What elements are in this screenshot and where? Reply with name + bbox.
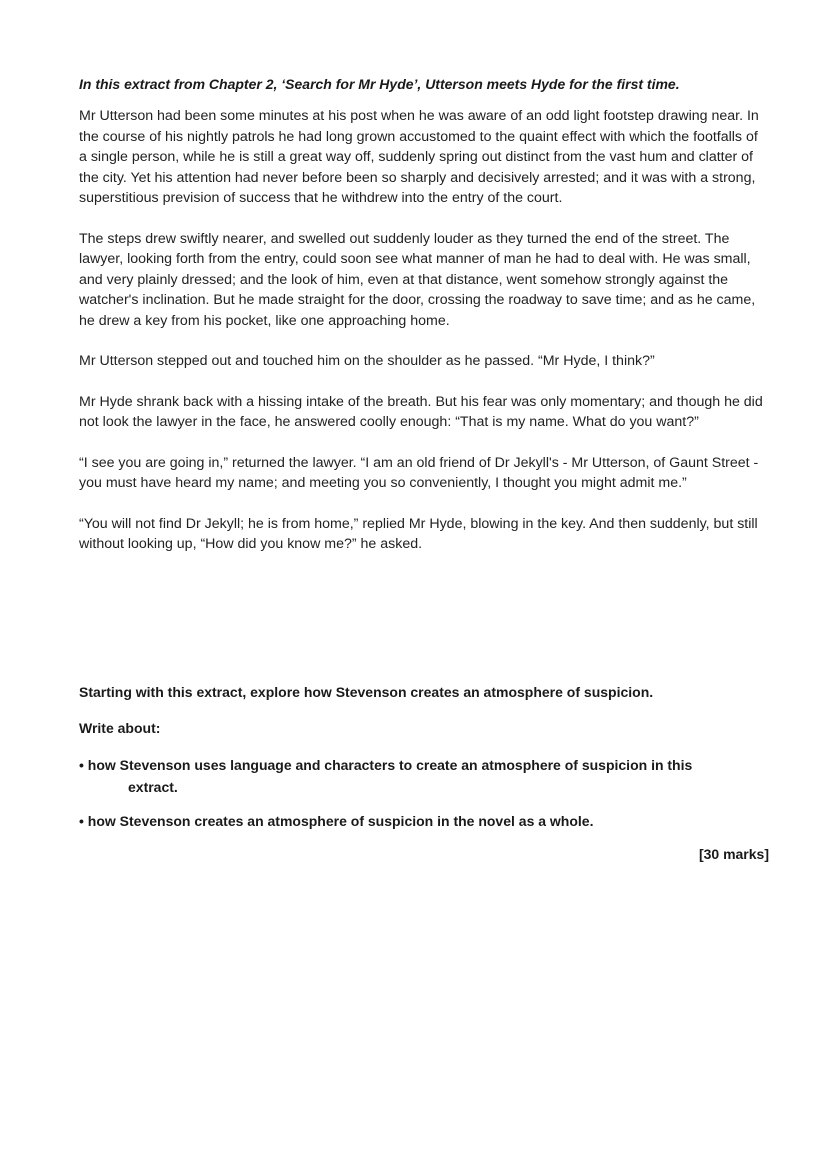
extract-paragraph-2: The steps drew swiftly nearer, and swelled out suddenly louder as they turned the end of the street. The lawyer, looking forth from the entry, could soon see what manner of man he had to deal with. He was small, and very plainly dressed; and the look of him, even at that distance, went somehow strongly against the watcher's inclination. But he made straight for the door, crossing the roadway to save time; and as he came, he drew a key from his pocket, like one approaching home.: [79, 230, 756, 329]
task-bullet-1: [79, 754, 769, 798]
extract-intro: In this extract from Chapter 2, ‘Search for Mr Hyde’, Utterson meets Hyde for the first time.: [79, 76, 680, 92]
extract-paragraph-1: Mr Utterson had been some minutes at his post when he was aware of an odd light footstep drawing near. In the course of his nightly patrols he had long grown accustomed to the quaint effect with which the footfalls of a single person, while he is still a great way off, suddenly spring out distinct from the vast hum and clatter of the city. Yet his attention had never before been so sharply and decisively arrested; and it was with a strong, superstitious prevision of success that he withdrew into the entry of the court.: [79, 108, 759, 206]
task-question: Starting with this extract, explore how Stevenson creates an atmosphere of suspicion.: [79, 684, 654, 700]
task-section: [79, 682, 769, 864]
write-about-label: Write about:: [79, 720, 161, 736]
extract-paragraph-3: Mr Utterson stepped out and touched him on the shoulder as he passed. “Mr Hyde, I think?”: [79, 353, 655, 369]
extract-paragraph-6: “You will not find Dr Jekyll; he is from home,” replied Mr Hyde, blowing in the key. And then suddenly, but still without looking up, “How did you know me?” he asked.: [79, 515, 758, 552]
extract-paragraph-4: Mr Hyde shrank back with a hissing intake of the breath. But his fear was only momentary; and though he did not look the lawyer in the face, he answered coolly enough: “That is my name. What do you want?”: [79, 393, 763, 430]
task-bullet-2: • how Stevenson creates an atmosphere of suspicion in the novel as a whole.: [79, 813, 594, 829]
task-bullet-1-line1: • how Stevenson uses language and characters to create an atmosphere of suspicion in this: [79, 757, 693, 773]
extract-section: [79, 74, 769, 575]
marks-label: [30 marks]: [698, 846, 769, 862]
task-bullet-1-line2: extract.: [128, 779, 178, 795]
extract-paragraph-5: “I see you are going in,” returned the lawyer. “I am an old friend of Dr Jekyll's - Mr Utterson, of Gaunt Street - you must have heard my name; and meeting you so conveniently, I thought you might admit me.”: [79, 454, 759, 491]
